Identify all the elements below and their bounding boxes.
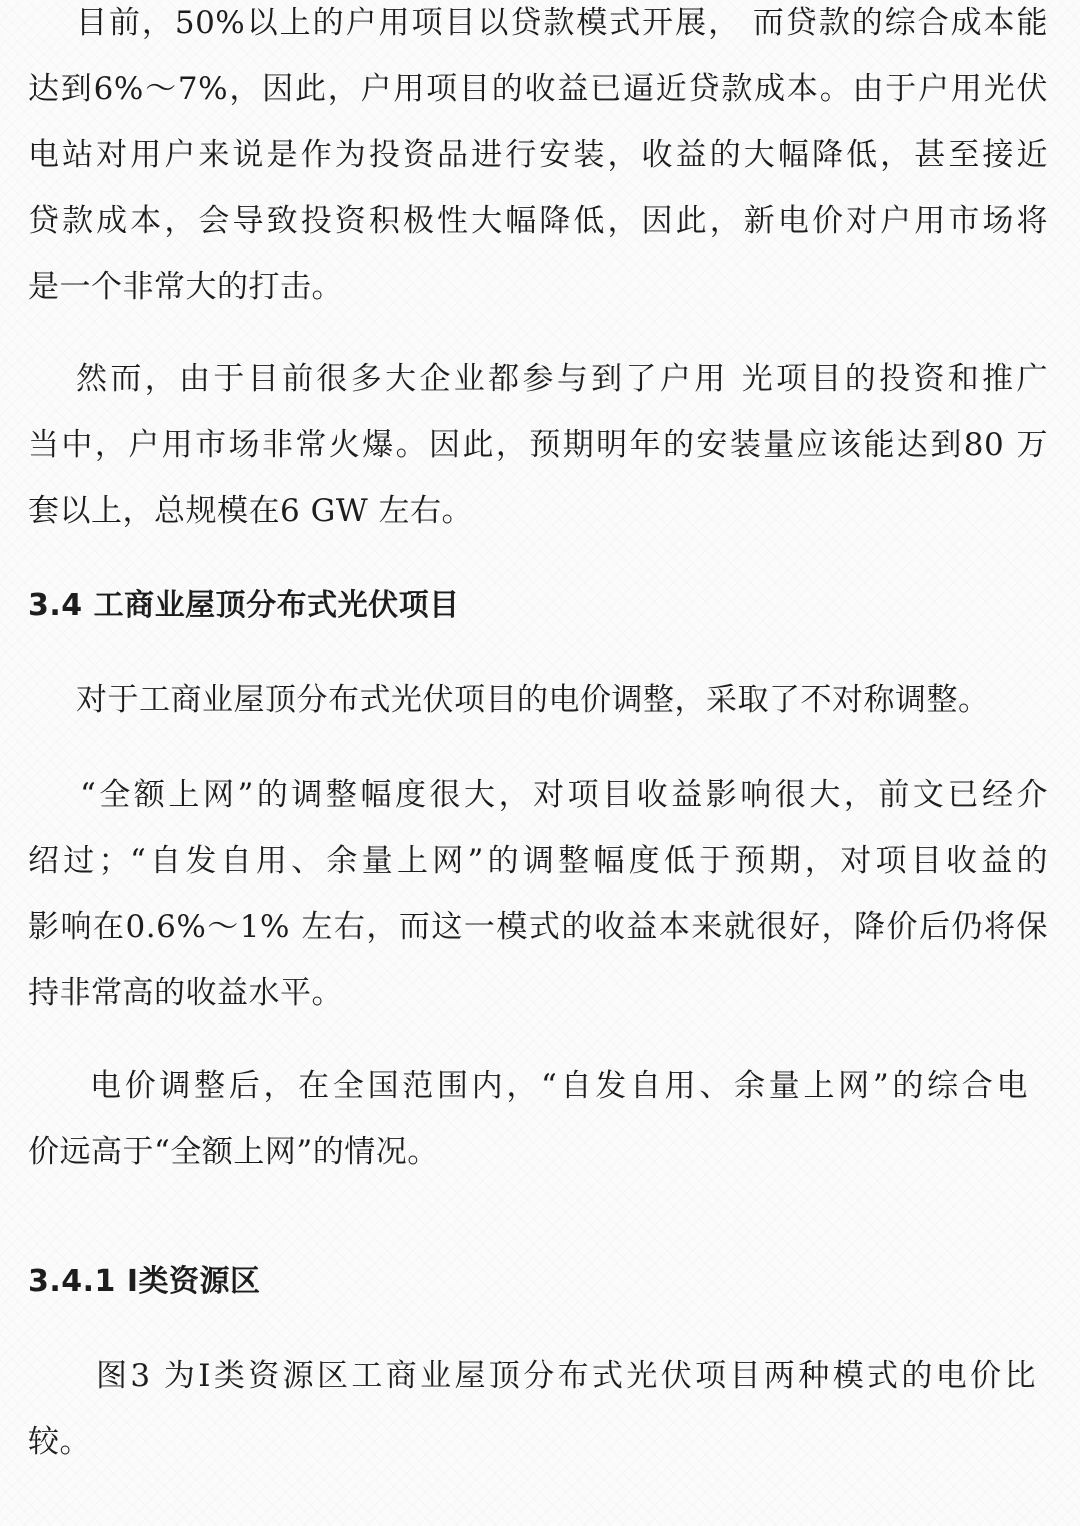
text-line: 绍过；“自发自用、余量上网”的调整幅度低于预期，对项目收益的: [28, 843, 1048, 879]
text-line: 价远高于“全额上网”的情况。: [28, 1134, 439, 1170]
text-line: 达到6%～7%，因此，户用项目的收益已逼近贷款成本。由于户用光伏: [28, 71, 1048, 107]
text-line: 影响在0.6%～1% 左右，而这一模式的收益本来就很好，降价后仍将保: [28, 909, 1048, 945]
text-line: 持非常高的收益水平。: [28, 975, 343, 1011]
text-line: 图3 为Ⅰ类资源区工商业屋顶分布式光伏项目两种模式的电价比: [96, 1358, 1036, 1394]
section-heading-3-4: 3.4 工商业屋顶分布式光伏项目: [28, 588, 460, 623]
text-line: 当中，户用市场非常火爆。因此，预期明年的安装量应该能达到80 万: [28, 427, 1048, 463]
text-line: 电价调整后，在全国范围内，“自发自用、余量上网”的综合电: [90, 1068, 1028, 1104]
paragraph-household-market-outlook: [28, 346, 1048, 544]
paragraph-figure-reference: [28, 1343, 1048, 1475]
text-line: 目前，50%以上的户用项目以贷款模式开展， 而贷款的综合成本能: [76, 5, 1048, 41]
text-line: 较。: [28, 1424, 91, 1460]
paragraph-adjustment-impact: [28, 762, 1048, 1026]
text-line: 套以上，总规模在6 GW 左右。: [28, 493, 474, 529]
text-line: 电站对用户来说是作为投资品进行安装，收益的大幅降低，甚至接近: [28, 137, 1048, 173]
text-line: 是一个非常大的打击。: [28, 269, 343, 305]
section-heading-3-4-1: 3.4.1 Ⅰ类资源区: [28, 1264, 261, 1299]
text-line: 对于工商业屋顶分布式光伏项目的电价调整，采取了不对称调整。: [76, 682, 990, 718]
paragraph-asymmetric-adjustment: [28, 667, 1048, 733]
text-line: “全额上网”的调整幅度很大，对项目收益影响很大，前文已经介: [80, 777, 1048, 813]
paragraph-price-comparison: [28, 1053, 1048, 1185]
text-line: 贷款成本，会导致投资积极性大幅降低，因此，新电价对户用市场将: [28, 203, 1048, 239]
text-line: 然而，由于目前很多大企业都参与到了户用 光项目的投资和推广: [76, 361, 1048, 397]
paragraph-household-loan-cost: [28, 0, 1048, 320]
